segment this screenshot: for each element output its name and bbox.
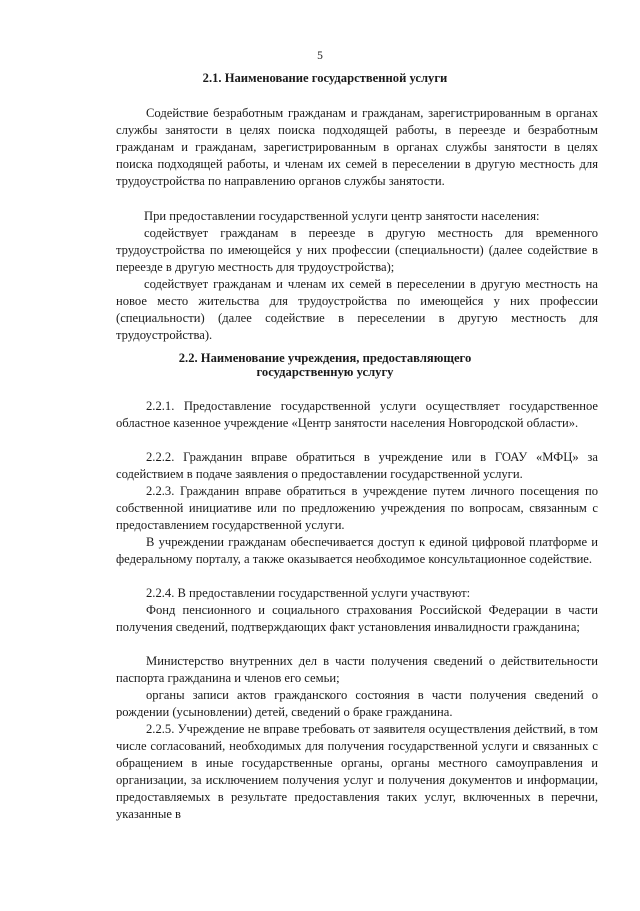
- section-2-2-paragraph-1: 2.2.1. Предоставление государственной услуги осуществляет государственное областное казенное учреждение «Центр занятости населения Новгородской области».: [116, 399, 598, 431]
- page-number: 5: [317, 50, 323, 62]
- section-2-1-paragraph-3: содействует гражданам в переезде в другую местность для временного трудоустройства по имеющейся у них профессии (специальности) (далее содействие в переезде в другую местность для трудоустройства);: [116, 226, 598, 275]
- section-2-1-heading: 2.1. Наименование государственной услуги: [202, 71, 448, 85]
- section-2-1-paragraph-2: При предоставлении государственной услуги центр занятости населения:: [144, 209, 540, 223]
- section-2-2-paragraph-7: Министерство внутренних дел в части получения сведений о действительности паспорта гражданина и членов его семьи;: [116, 654, 598, 686]
- section-2-2-paragraph-8: органы записи актов гражданского состояния в части получения сведений о рождении (усыновлении) детей, сведений о браке гражданина.: [116, 688, 598, 720]
- section-2-2-paragraph-6: Фонд пенсионного и социального страхования Российской Федерации в части получения сведений, подтверждающих факт установления инвалидности гражданина;: [116, 603, 598, 635]
- section-2-2-paragraph-4: В учреждении гражданам обеспечивается доступ к единой цифровой платформе и федеральному порталу, а также оказывается необходимое консультационное содействие.: [116, 535, 598, 567]
- section-2-2-paragraph-5: 2.2.4. В предоставлении государственной услуги участвуют:: [146, 586, 471, 600]
- section-2-2-paragraph-2: 2.2.2. Гражданин вправе обратиться в учреждение или в ГОАУ «МФЦ» за содействием в подаче заявления о предоставлении государственной услуги.: [116, 450, 598, 482]
- section-2-1-paragraph-1: Содействие безработным гражданам и гражданам, зарегистрированным в органах службы занятости в целях поиска подходящей работы, в переезде и безработным гражданам и гражданам, зарегистрированным в органах службы занятости в целях поиска подходящей работы, и членам их семей в переселении в другую местность для трудоустройства по направлению органов службы занятости.: [116, 106, 598, 189]
- section-2-1-paragraph-4: содействует гражданам и членам их семей в переселении в другую местность на новое место жительства для трудоустройства по имеющейся у них профессии (специальности) (далее содействие в переселении в другую местность для трудоустройства).: [116, 277, 598, 343]
- section-2-2-heading-line-1: 2.2. Наименование учреждения, предоставляющего: [178, 351, 472, 365]
- section-2-2-paragraph-3: 2.2.3. Гражданин вправе обратиться в учреждение путем личного посещения по собственной инициативе или по предложению учреждения по вопросам, связанным с предоставлением государственной услуги.: [116, 484, 598, 533]
- section-2-2-paragraph-9: 2.2.5. Учреждение не вправе требовать от заявителя осуществления действий, в том числе согласований, необходимых для получения государственной услуги и связанных с обращением в иные государственные органы, органы местного самоуправления и организации, за исключением получения услуг и получения документов и информации, предоставляемых в результате предоставления таких услуг, включенных в перечни, указанные в: [116, 722, 598, 822]
- section-2-2-heading-line-2: государственную услугу: [256, 365, 394, 379]
